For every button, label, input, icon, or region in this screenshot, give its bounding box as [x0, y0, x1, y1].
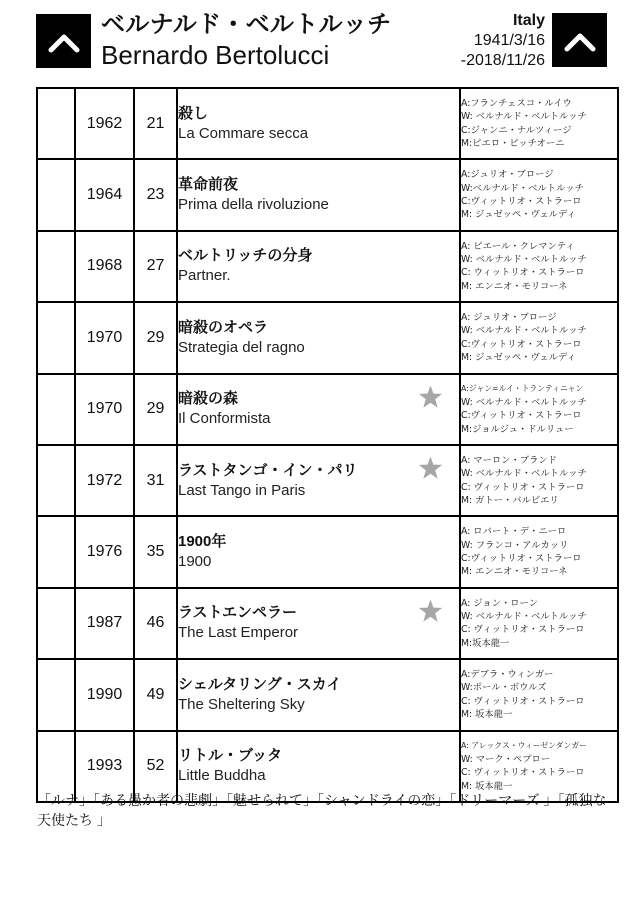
film-title-cell [177, 302, 460, 373]
credit-cinematographer: C:ヴィットリオ・ストラーロ [461, 196, 582, 208]
credits-cell [460, 374, 618, 445]
release-year: 1968 [75, 231, 134, 302]
film-title-japanese: ラストエンペラー [178, 604, 297, 622]
film-title-japanese: 暗殺の森 [178, 390, 239, 408]
film-title-original: The Sheltering Sky [178, 695, 305, 713]
credits-cell [460, 588, 618, 659]
credit-actor: A: マーロン・ブランド [461, 454, 557, 466]
credit-writer: W: ベルナルド・ベルトルッチ [461, 111, 587, 123]
chevron-up-icon [552, 13, 607, 67]
release-year: 1962 [75, 88, 134, 159]
film-title-original: La Commare secca [178, 124, 309, 142]
credit-music: M: 坂本龍一 [461, 780, 513, 792]
film-title-original: The Last Emperor [178, 624, 299, 642]
director-age: 31 [134, 445, 177, 516]
credit-writer: W: マーク・ペプロー [461, 753, 551, 765]
film-title-cell [177, 659, 460, 730]
credit-music: M: 坂本龍一 [461, 709, 513, 721]
director-age: 35 [134, 516, 177, 587]
credit-writer: W: ベルナルド・ベルトルッチ [461, 254, 587, 266]
film-title-original: Last Tango in Paris [178, 481, 306, 499]
director-age: 29 [134, 374, 177, 445]
scroll-up-button-right[interactable] [552, 13, 607, 67]
credit-actor: A:ジュリオ・ブロージ [461, 169, 554, 181]
checkbox-cell [37, 516, 75, 587]
credit-writer: W: ベルナルド・ベルトルッチ [461, 468, 587, 480]
director-name-english: Bernardo Bertolucci [101, 40, 330, 70]
film-title-japanese: 1900年 [178, 533, 227, 551]
credits-cell [460, 445, 618, 516]
film-title-japanese: 殺し [178, 104, 209, 122]
checkbox-cell [37, 659, 75, 730]
chevron-up-icon [36, 14, 91, 68]
director-age: 46 [134, 588, 177, 659]
film-title-japanese: リトル・ブッタ [178, 747, 282, 765]
checkbox-cell [37, 159, 75, 230]
checkbox-cell [37, 445, 75, 516]
film-row [37, 659, 618, 730]
credit-writer: W: フランコ・アルカッリ [461, 539, 569, 551]
film-title-original: Prima della rivoluzione [178, 196, 329, 214]
director-name-japanese: ベルナルド・ベルトルッチ [101, 11, 392, 38]
film-row [37, 516, 618, 587]
credit-music: M: エンニオ・モリコーネ [461, 566, 568, 578]
director-age: 52 [134, 731, 177, 802]
release-year: 1970 [75, 302, 134, 373]
release-year: 1993 [75, 731, 134, 802]
credit-actor: A:デブラ・ウィンガー [461, 669, 554, 680]
credit-writer: W:ベルナルド・ベルトルッチ [461, 182, 584, 194]
film-title-original: Little Buddha [178, 767, 266, 785]
credits-cell [460, 159, 618, 230]
credit-writer: W: ベルナルド・ベルトルッチ [461, 396, 587, 408]
credits-cell [460, 302, 618, 373]
credit-cinematographer: C: ヴィットリオ・ストラーロ [461, 481, 585, 493]
film-title-cell [177, 159, 460, 230]
credit-actor: A: ピエール・クレマンティ [461, 240, 575, 252]
film-title-japanese: ラストタンゴ・イン・パリ [178, 461, 358, 479]
film-row [37, 374, 618, 445]
film-title-original: Partner. [178, 267, 231, 285]
release-year: 1976 [75, 516, 134, 587]
film-title-japanese: ベルトリッチの分身 [178, 247, 313, 265]
star-icon [418, 456, 443, 480]
credit-cinematographer: C:ヴィットリオ・ストラーロ [461, 553, 582, 565]
credit-music: M: ジュゼッペ・ヴェルディ [461, 209, 576, 221]
checkbox-cell [37, 88, 75, 159]
credit-cinematographer: C:ヴィットリオ・ストラーロ [461, 410, 582, 422]
credit-actor: A:ジャン=ルイ・トランティニャン [461, 384, 584, 394]
credit-music: M: ジュゼッペ・ヴェルディ [461, 352, 576, 364]
credit-actor: A:フランチェスコ・ルイウ [461, 97, 572, 109]
credits-cell [460, 659, 618, 730]
credits-cell [460, 88, 618, 159]
film-title-original: Strategia del ragno [178, 338, 305, 356]
checkbox-cell [37, 374, 75, 445]
release-year: 1987 [75, 588, 134, 659]
film-title-cell [177, 231, 460, 302]
star-icon [418, 385, 443, 409]
credit-actor: A: ジョン・ローン [461, 597, 538, 609]
credit-actor: A: ジュリオ・ブロージ [461, 312, 557, 324]
film-row [37, 159, 618, 230]
film-title-cell [177, 588, 460, 659]
director-age: 49 [134, 659, 177, 730]
credits-cell [460, 516, 618, 587]
film-row [37, 302, 618, 373]
filmography-body [37, 88, 618, 802]
release-year: 1990 [75, 659, 134, 730]
credit-cinematographer: C: ヴィットリオ・ストラーロ [461, 695, 585, 707]
filmography-table [36, 87, 619, 803]
release-year: 1970 [75, 374, 134, 445]
film-title-cell [177, 516, 460, 587]
credit-cinematographer: C:ヴィットリオ・ストラーロ [461, 338, 582, 350]
credit-actor: A: ロバート・デ・ニーロ [461, 526, 567, 538]
checkbox-cell [37, 231, 75, 302]
country-label: Italy [512, 12, 545, 29]
star-icon [418, 599, 443, 623]
credit-actor: A: アレックス・ウィーゼンダンガー [461, 741, 587, 751]
director-age: 21 [134, 88, 177, 159]
film-row [37, 231, 618, 302]
credit-cinematographer: C: ヴィットリオ・ストラーロ [461, 624, 585, 636]
credit-writer: W: ベルナルド・ベルトルッチ [461, 325, 587, 337]
film-row [37, 445, 618, 516]
credit-music: M:ピエロ・ピッチオーニ [461, 138, 565, 150]
release-year: 1964 [75, 159, 134, 230]
birth-date: 1941/3/16 [473, 32, 545, 49]
other-works-list: 「ルナ」「ある愚か者の悲劇」「魅せられて」「シャンドライの恋」「ドリーマーズ 」「孤独な天使たち 」 [37, 792, 607, 828]
credit-writer: W: ベルナルド・ベルトルッチ [461, 611, 587, 623]
credit-writer: W:ポール・ボウルズ [461, 682, 547, 694]
film-title-cell [177, 445, 460, 516]
film-title-original: Il Conformista [178, 410, 271, 428]
film-title-japanese: 革命前夜 [178, 176, 239, 194]
director-info [461, 11, 545, 71]
director-age: 27 [134, 231, 177, 302]
release-year: 1972 [75, 445, 134, 516]
credit-cinematographer: C: ヴィットリオ・ストラーロ [461, 767, 585, 779]
credit-music: M:ジョルジュ・ドルリュー [461, 423, 574, 435]
film-row [37, 88, 618, 159]
death-date: -2018/11/26 [460, 52, 545, 69]
director-age: 23 [134, 159, 177, 230]
film-title-cell [177, 374, 460, 445]
credit-music: M:坂本龍一 [461, 637, 510, 649]
scroll-up-button-left[interactable] [36, 14, 91, 68]
credit-cinematographer: C: ウィットリオ・ストラーロ [461, 267, 585, 279]
credit-cinematographer: C:ジャンニ・ナルツィージ [461, 124, 572, 136]
film-title-japanese: シェルタリング・スカイ [178, 675, 342, 693]
checkbox-cell [37, 302, 75, 373]
film-title-japanese: 暗殺のオペラ [178, 318, 269, 336]
credits-cell [460, 231, 618, 302]
credit-music: M: ガトー・バルビエリ [461, 495, 559, 507]
checkbox-cell [37, 588, 75, 659]
director-age: 29 [134, 302, 177, 373]
credit-music: M: エンニオ・モリコーネ [461, 280, 568, 292]
film-row [37, 588, 618, 659]
film-title-original: 1900 [178, 553, 212, 571]
film-title-cell [177, 88, 460, 159]
